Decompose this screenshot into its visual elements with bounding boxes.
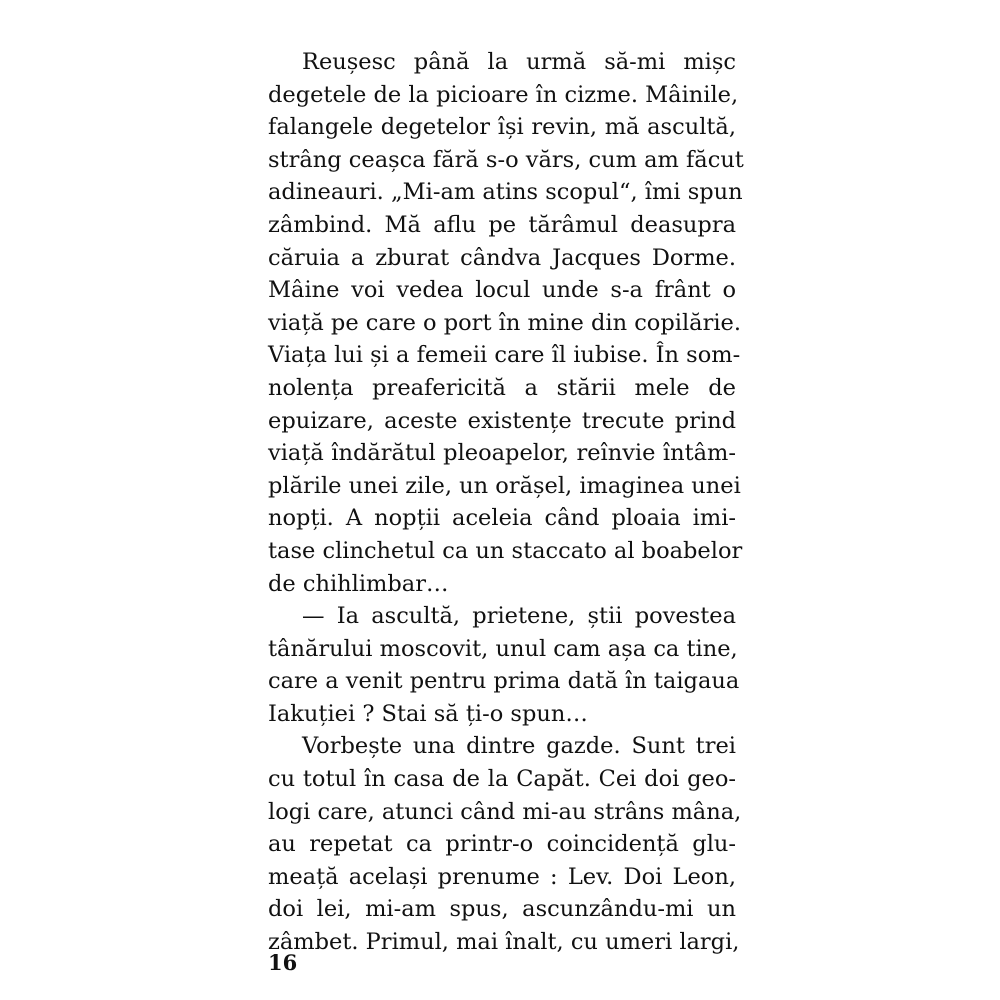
body-text — [268, 46, 744, 959]
text-line-paragraph-start: Vorbește una dintre gazde. Sunt trei — [302, 733, 736, 760]
dialogue-line: tânărului moscovit, unul cam așa ca tine, — [268, 635, 738, 662]
text-line: falangele degetelor își revin, mă ascultă, — [268, 114, 736, 141]
text-line: plările unei zile, un orășel, imaginea unei — [268, 472, 741, 499]
page-number: 16 — [268, 950, 298, 975]
text-line: adineauri. „Mi-am atins scopul“, îmi spun — [268, 179, 743, 206]
text-line: viață îndărătul pleoapelor, reînvie întâm- — [268, 440, 736, 467]
text-line: logi care, atunci când mi-au strâns mâna, — [268, 798, 742, 825]
text-line: strâng ceașca fără s-o vărs, cum am făcut — [268, 146, 744, 173]
dialogue-line: care a venit pentru prima dată în taigaua — [268, 668, 740, 695]
text-line: nolența preafericită a stării mele de — [268, 374, 736, 401]
dialogue-line-start: — Ia ascultă, prietene, știi povestea — [302, 603, 736, 630]
text-line: doi lei, mi-am spus, ascunzându-mi un — [268, 896, 736, 923]
text-line: degetele de la picioare în cizme. Mâinile, — [268, 81, 739, 108]
text-line: cu totul în casa de la Capăt. Cei doi geo- — [268, 766, 736, 793]
text-line: viață pe care o port în mine din copilărie. — [268, 309, 741, 336]
text-line: Viața lui și a femeii care îl iubise. În som- — [268, 342, 741, 369]
text-line-paragraph-end: de chihlimbar… — [268, 570, 449, 597]
text-line: Mâine voi vedea locul unde s-a frânt o — [268, 277, 736, 304]
dialogue-line-end: Iakuției ? Stai să ți-o spun… — [268, 700, 588, 727]
text-line: nopți. A nopții aceleia când ploaia imi- — [268, 505, 736, 532]
text-line: zâmbind. Mă aflu pe tărâmul deasupra — [268, 211, 736, 238]
text-line: căruia a zburat cândva Jacques Dorme. — [268, 244, 736, 271]
text-line: au repetat ca printr-o coincidență glu- — [268, 831, 736, 858]
text-line: meață același prenume : Lev. Doi Leon, — [268, 863, 736, 890]
text-line: epuizare, aceste existențe trecute prind — [268, 407, 736, 434]
text-line: tase clinchetul ca un staccato al boabelor — [268, 537, 743, 564]
text-line: zâmbet. Primul, mai înalt, cu umeri largi, — [268, 929, 740, 956]
text-line-paragraph-start: Reușesc până la urmă să-mi mișc — [302, 49, 736, 75]
